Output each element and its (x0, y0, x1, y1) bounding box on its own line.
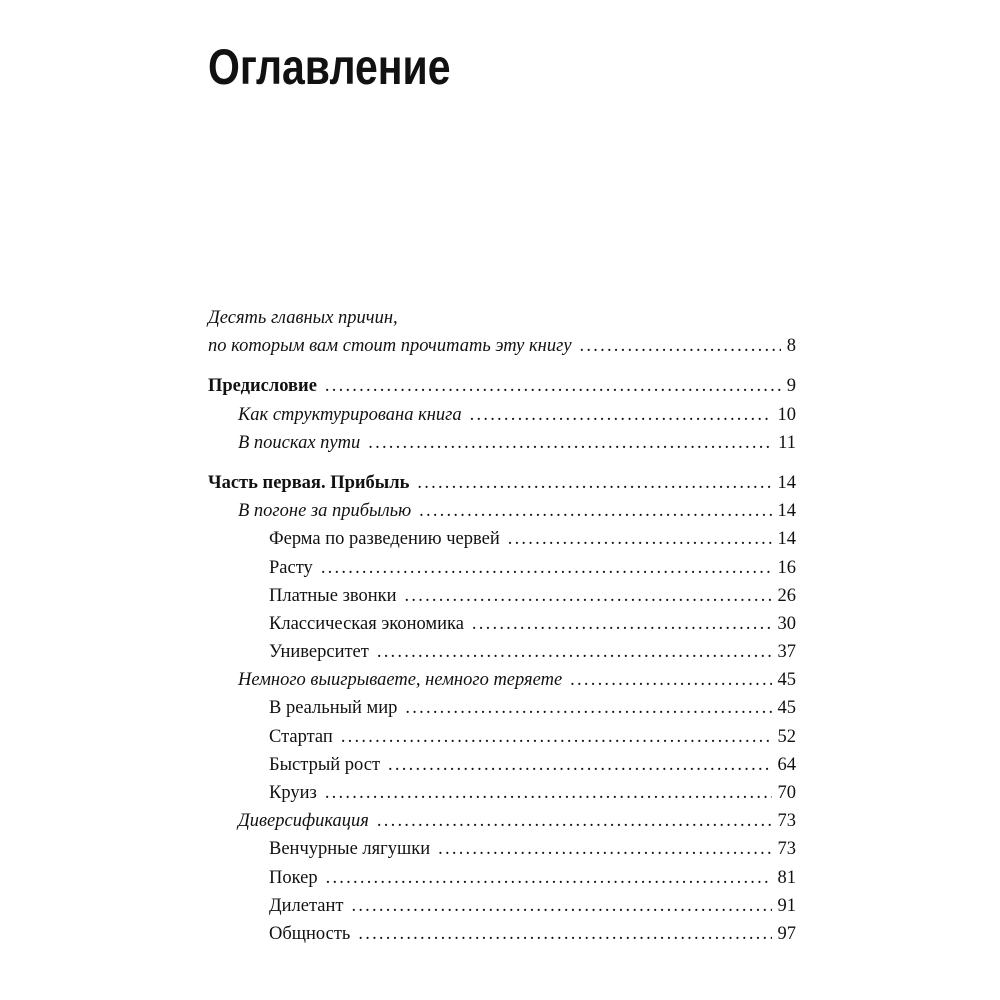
toc-page-number: 97 (777, 923, 796, 944)
toc-page-number: 91 (777, 895, 796, 916)
toc-page-number: 37 (777, 642, 796, 663)
dot-leader (368, 429, 772, 457)
toc-entry-chapter[interactable] (208, 751, 796, 779)
toc-entry-label: Диверсификация (238, 811, 369, 832)
toc-entry-label: Венчурные лягушки (269, 839, 431, 860)
dot-leader (388, 751, 771, 779)
toc-entry-chapter[interactable] (208, 638, 796, 666)
toc-entry-chapter[interactable] (208, 920, 796, 948)
dot-leader (438, 835, 771, 863)
toc-entry-label: Покер (269, 867, 318, 888)
toc-page-number: 81 (777, 867, 796, 888)
dot-leader (405, 694, 771, 722)
dot-leader (377, 638, 772, 666)
toc-entry-label: Дилетант (269, 895, 344, 916)
toc-entry-label: В поисках пути (238, 432, 361, 453)
toc-page-number: 64 (777, 754, 796, 775)
toc-entry-label: Стартап (269, 726, 333, 747)
dot-leader (325, 372, 781, 400)
toc-entry-section[interactable] (208, 807, 796, 835)
toc-page-number: 8 (786, 336, 796, 357)
toc-entry-chapter[interactable] (208, 582, 796, 610)
toc-page-number: 73 (777, 811, 796, 832)
toc-page-number: 52 (777, 726, 796, 747)
dot-leader (580, 332, 781, 360)
dot-leader (358, 920, 771, 948)
toc-entry-label: Классическая экономика (269, 613, 464, 634)
toc-entry-label: В погоне за прибылью (238, 501, 412, 522)
toc-entry-chapter[interactable] (208, 779, 796, 807)
toc-entry-section[interactable] (208, 666, 796, 694)
toc-page-number: 11 (778, 432, 796, 453)
toc-page-number: 26 (777, 585, 796, 606)
toc-page-number: 30 (777, 613, 796, 634)
toc-entry-label: Университет (269, 642, 369, 663)
toc-entry-preface-path[interactable] (208, 429, 796, 457)
toc-entry-chapter[interactable] (208, 554, 796, 582)
toc-entry-label: Круиз (269, 783, 317, 803)
toc-entry-intro-line1[interactable] (208, 304, 796, 332)
toc-entry-label: Предисловие (208, 376, 317, 397)
toc-page-number: 45 (777, 670, 796, 691)
toc-entry-chapter[interactable] (208, 694, 796, 722)
dot-leader (351, 892, 771, 920)
toc-page-number: 16 (777, 557, 796, 578)
toc-entry-label: Общность (269, 923, 351, 944)
table-of-contents (208, 304, 796, 948)
dot-leader (326, 864, 772, 892)
toc-entry-section[interactable] (208, 497, 796, 525)
dot-leader (508, 525, 772, 553)
toc-entry-part-one[interactable] (208, 469, 796, 497)
toc-entry-label: Немного выигрываете, немного теряете (238, 670, 563, 691)
toc-entry-chapter[interactable] (208, 525, 796, 553)
toc-entry-label: Платные звонки (269, 585, 397, 606)
toc-entry-chapter[interactable] (208, 835, 796, 863)
toc-page-number: 70 (777, 783, 796, 803)
toc-page-number: 14 (777, 529, 796, 550)
toc-page-number: 9 (786, 376, 796, 397)
dot-leader (377, 807, 772, 835)
dot-leader (570, 666, 771, 694)
dot-leader (472, 610, 772, 638)
toc-entry-chapter[interactable] (208, 892, 796, 920)
toc-page-number: 73 (777, 839, 796, 860)
dot-leader (405, 582, 772, 610)
toc-entry-label: Ферма по разведению червей (269, 529, 500, 550)
toc-entry-chapter[interactable] (208, 723, 796, 751)
toc-entry-label: Часть первая. Прибыль (208, 472, 410, 493)
page-title: Оглавление (208, 39, 451, 95)
toc-entry-chapter[interactable] (208, 864, 796, 892)
dot-leader (321, 554, 772, 582)
toc-entry-label: по которым вам стоит прочитать эту книгу (208, 336, 572, 357)
dot-leader (341, 723, 772, 751)
toc-entry-label: Быстрый рост (269, 754, 381, 775)
toc-entry-preface[interactable] (208, 372, 796, 400)
dot-leader (325, 779, 772, 807)
toc-entry-intro[interactable] (208, 332, 796, 360)
toc-page-number: 14 (777, 472, 796, 493)
toc-entry-label: Расту (269, 557, 313, 578)
dot-leader (419, 497, 771, 525)
toc-entry-label: В реальный мир (269, 698, 398, 719)
dot-leader (470, 401, 772, 429)
toc-page-number: 10 (777, 404, 796, 425)
toc-entry-label: Десять главных причин, (208, 308, 398, 328)
toc-entry-preface-structure[interactable] (208, 401, 796, 429)
toc-page-number: 14 (777, 501, 796, 522)
toc-entry-label: Как структурирована книга (238, 404, 462, 425)
toc-entry-chapter[interactable] (208, 610, 796, 638)
dot-leader (417, 469, 771, 497)
toc-page-number: 45 (777, 698, 796, 719)
